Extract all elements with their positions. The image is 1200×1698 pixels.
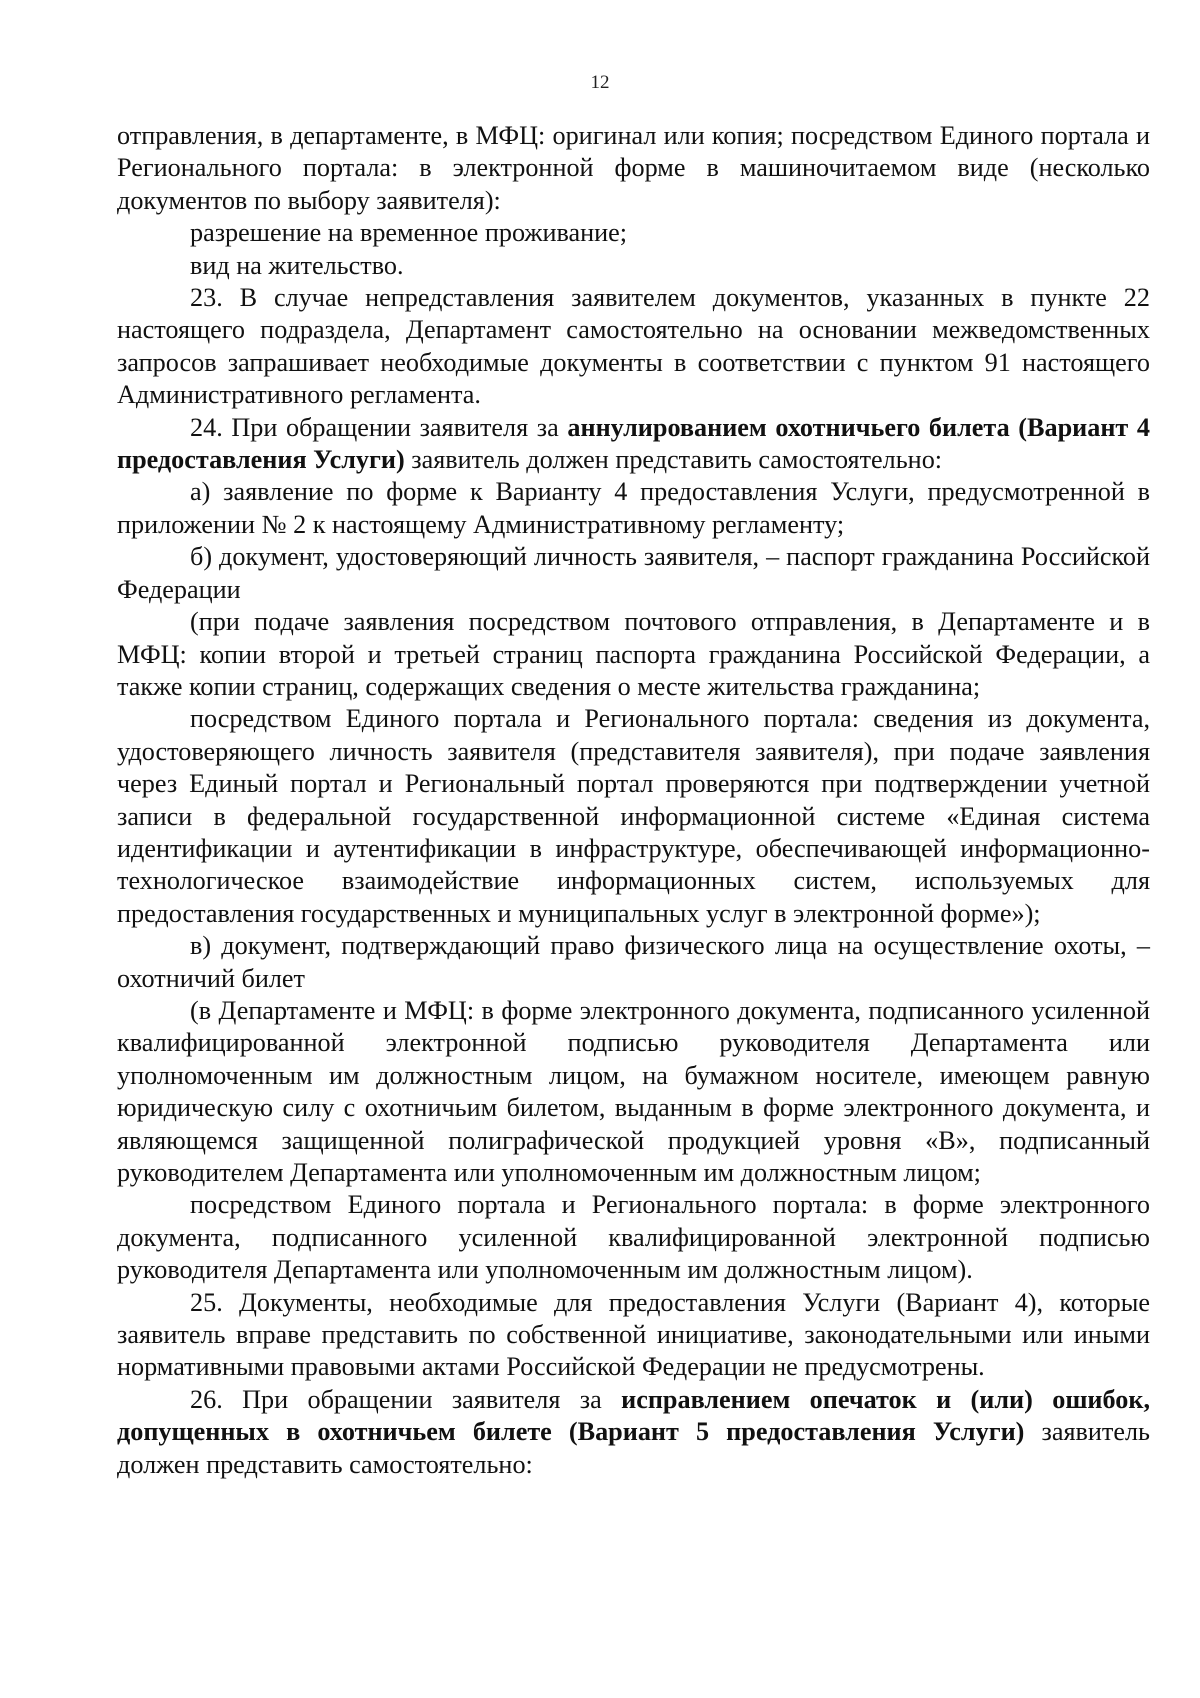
- list-item-temporary-residence: разрешение на временное проживание;: [190, 218, 628, 248]
- paragraph-24-v: в) документ, подтверждающий право физического лица на осуществление охоты, – охотничий билет: [117, 931, 1150, 993]
- paragraph-24: [117, 412, 1150, 477]
- paragraph-24-pre: 24. При обращении заявителя за: [190, 412, 568, 442]
- paragraph-26-pre: 26. При обращении заявителя за: [190, 1384, 622, 1414]
- paragraph-26-post: заявитель должен представить самостоятельно:: [117, 1417, 1150, 1479]
- document-body: [117, 120, 1150, 1481]
- paragraph-24-b: б) документ, удостоверяющий личность заявителя, – паспорт гражданина Российской Федерации: [117, 542, 1150, 604]
- page-number: 12: [590, 72, 610, 93]
- paragraph-24-v-department: (в Департаменте и МФЦ: в форме электронного документа, подписанного усиленной квалифицированной электронной подписью руководителя Департамента или уполномоченным им должностным лицом, на бумажном носителе, имеющем равную юридическую силу с охотничьим билетом, выданным в форме электронного документа, и являющемся защищенной полиграфической продукцией уровня «В», подписанный руководителем Департамента или уполномоченным им должностным лицом;: [117, 995, 1150, 1187]
- list-item-residence-permit: вид на жительство.: [190, 250, 404, 280]
- paragraph-continuation: отправления, в департаменте, в МФЦ: оригинал или копия; посредством Единого портала и Регионального портала: в электронной форме в машиночитаемом виде (несколько документов по выбору заявителя):: [117, 121, 1150, 215]
- paragraph-24-v-portal: посредством Единого портала и Регионального портала: в форме электронного документа, подписанного усиленной квалифицированной электронной подписью руководителя Департамента или уполномоченным им должностным лицом).: [117, 1190, 1150, 1285]
- paragraph-24-b-portal: посредством Единого портала и Регионального портала: сведения из документа, удостоверяющего личность заявителя (представителя заявителя), при подаче заявления через Единый портал и Региональный портал проверяются при подтверждении учетной записи в федеральной государственной информационной системе «Единая система идентификации и аутентификации в инфраструктуре, обеспечивающей информационно-технологическое взаимодействие информационных систем, используемых для предоставления государственных и муниципальных услуг в электронной форме»);: [117, 704, 1150, 928]
- paragraph-26: [117, 1384, 1150, 1481]
- paragraph-24-post: заявитель должен представить самостоятельно:: [404, 445, 943, 475]
- paragraph-24-bold: аннулированием охотничьего билета (Вариант 4 предоставления Услуги): [117, 412, 1151, 475]
- paragraph-25: 25. Документы, необходимые для предоставления Услуги (Вариант 4), которые заявитель вправе представить по собственной инициативе, законодательными или иными нормативными правовыми актами Российской Федерации не предусмотрены.: [117, 1287, 1150, 1382]
- paragraph-23: 23. В случае непредставления заявителем документов, указанных в пункте 22 настоящего подраздела, Департамент самостоятельно на основании межведомственных запросов запрашивает необходимые документы в соответствии с пунктом 91 настоящего Административного регламента.: [117, 283, 1150, 410]
- paragraph-24-a: а) заявление по форме к Варианту 4 предоставления Услуги, предусмотренной в приложении № 2 к настоящему Административному регламенту;: [117, 477, 1150, 539]
- paragraph-26-bold: исправлением опечаток и (или) ошибок, допущенных в охотничьем билете (Вариант 5 предоставления Услуги): [117, 1384, 1150, 1447]
- paragraph-24-b-postal: (при подаче заявления посредством почтового отправления, в Департаменте и в МФЦ: копии второй и третьей страниц паспорта гражданина Российской Федерации, а также копии страниц, содержащих сведения о месте жительства гражданина;: [117, 607, 1150, 701]
